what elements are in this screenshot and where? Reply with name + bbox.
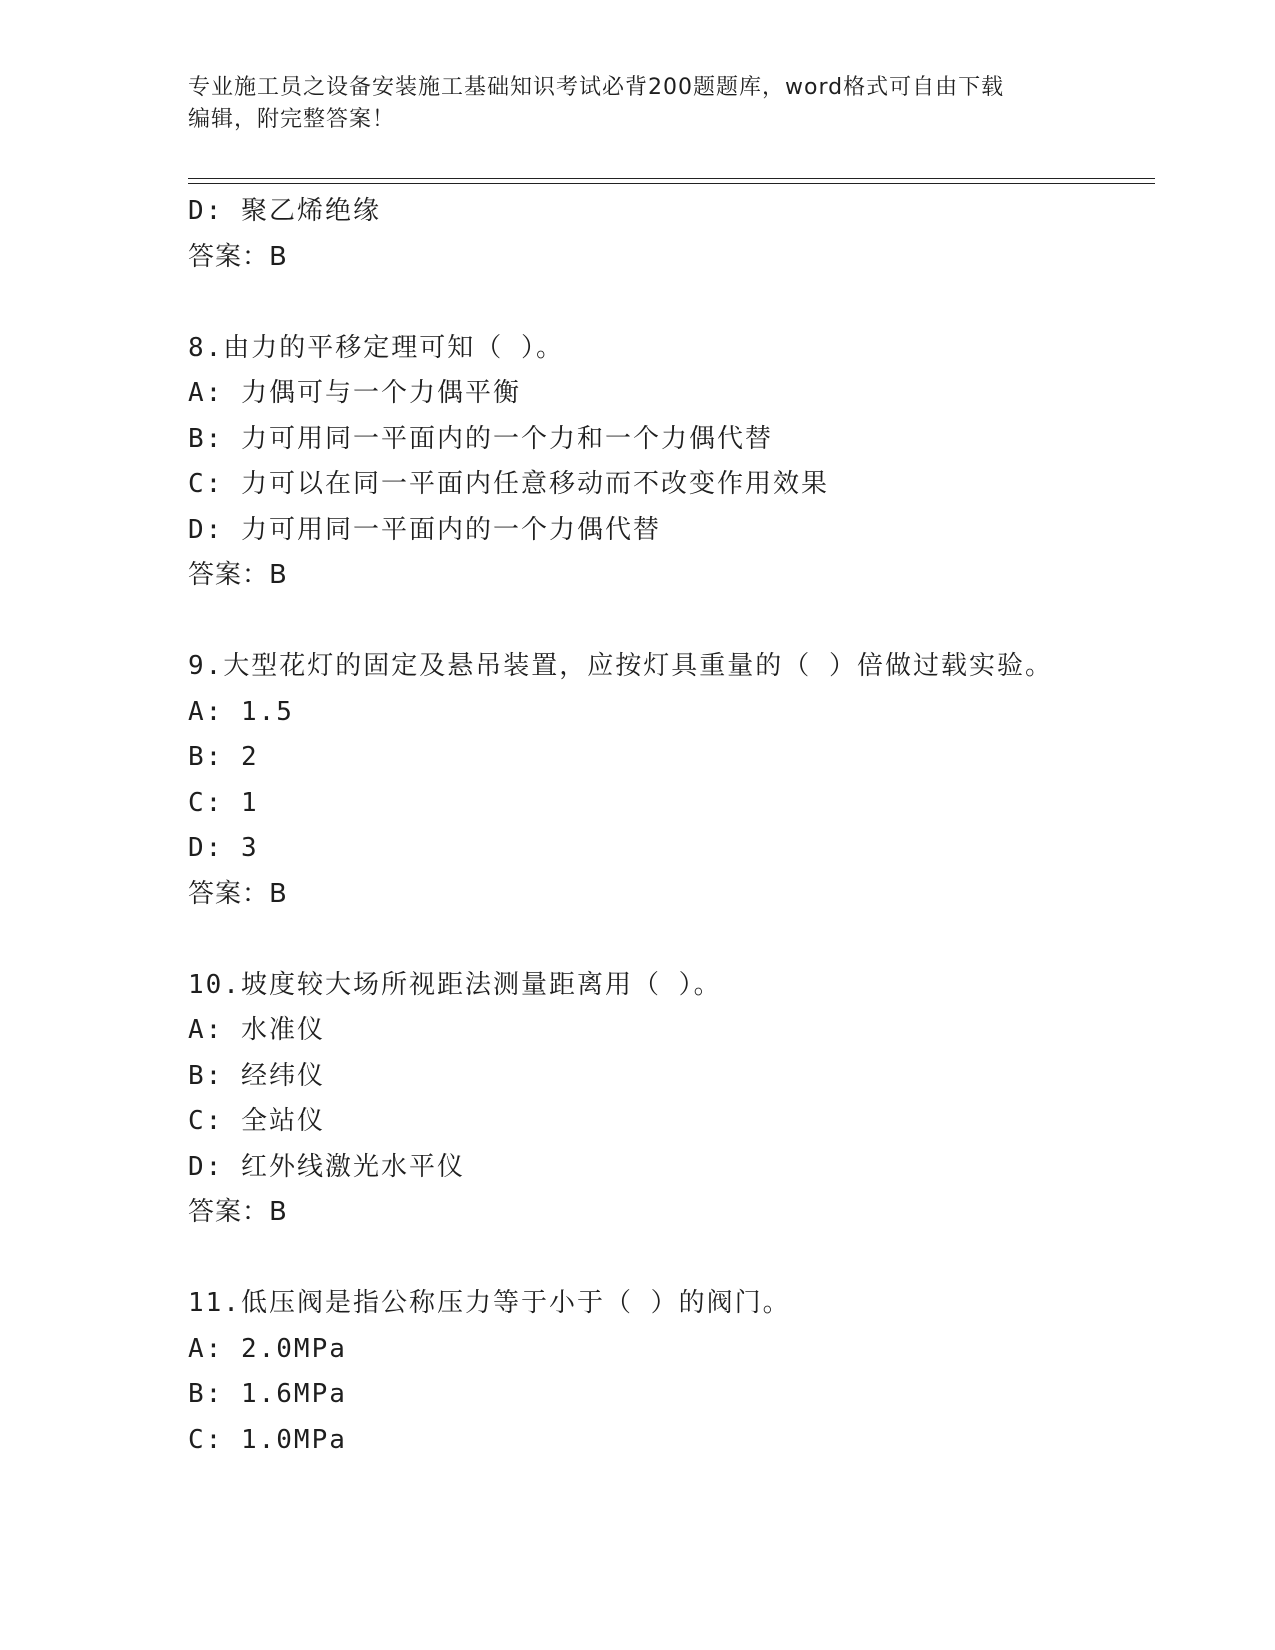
option-c: C: 1: [188, 787, 259, 818]
option-a: A: 2.0MPa: [188, 1333, 347, 1364]
document-header: [188, 72, 1078, 136]
option-a: A: 1.5: [188, 696, 294, 727]
option-a: A: 水准仪: [188, 1015, 325, 1045]
option-d: D: 力可用同一平面内的一个力偶代替: [188, 514, 661, 545]
header-rule-top: [188, 178, 1155, 179]
option-d: D: 红外线激光水平仪: [188, 1151, 465, 1182]
spacer: [188, 1236, 1148, 1282]
question-block-10: [188, 963, 1148, 1236]
option-c: C: 1.0MPa: [188, 1424, 347, 1455]
option-d: D: 3: [188, 833, 259, 863]
question-block-11: [188, 1281, 1148, 1463]
answer: 答案：B: [188, 241, 288, 272]
question-text: 10.坡度较大场所视距法测量距离用（ ）。: [188, 969, 722, 1000]
question-text: 11.低压阀是指公称压力等于小于（ ）的阀门。: [188, 1288, 791, 1318]
question-block-8: [188, 326, 1148, 599]
option-b: B: 经纬仪: [188, 1060, 325, 1091]
header-title-line-1: 专业施工员之设备安装施工基础知识考试必背200题题库，word格式可自由下载: [188, 75, 1005, 100]
option-c: C: 力可以在同一平面内任意移动而不改变作用效果: [188, 469, 829, 499]
spacer: [188, 917, 1148, 963]
option-a: A: 力偶可与一个力偶平衡: [188, 378, 521, 408]
question-text: 8.由力的平移定理可知（ ）。: [188, 332, 564, 363]
header-rule-bottom: [188, 183, 1155, 184]
answer: 答案：B: [188, 1197, 288, 1227]
spacer: [188, 599, 1148, 645]
question-text: 9.大型花灯的固定及悬吊装置，应按灯具重量的（ ）倍做过载实验。: [188, 651, 1053, 681]
question-list: [188, 189, 1148, 1463]
option-b: B: 2: [188, 742, 259, 772]
option-b: B: 力可用同一平面内的一个力和一个力偶代替: [188, 423, 773, 454]
question-block-9: [188, 644, 1148, 917]
option-c: C: 全站仪: [188, 1106, 325, 1136]
answer: 答案：B: [188, 878, 288, 909]
spacer: [188, 280, 1148, 326]
header-title-line-2: 编辑，附完整答案！: [188, 107, 396, 132]
option-d: D: 聚乙烯绝缘: [188, 196, 381, 226]
option-b: B: 1.6MPa: [188, 1379, 347, 1409]
answer: 答案：B: [188, 560, 288, 590]
